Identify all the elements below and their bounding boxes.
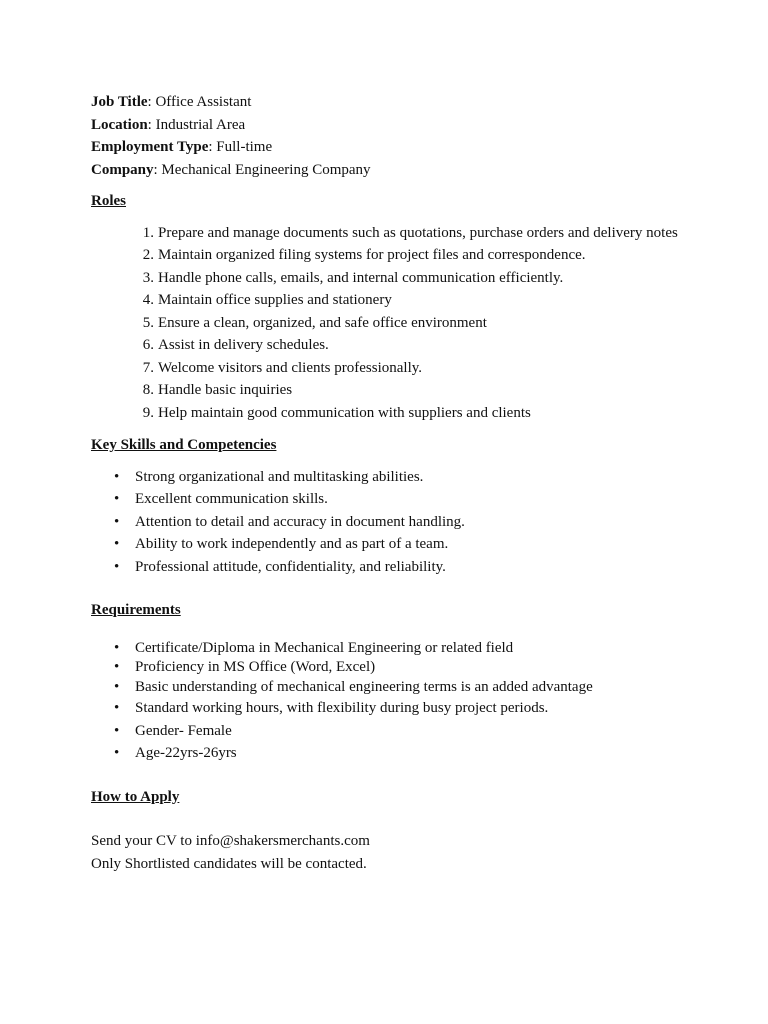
employment-type-line: [91, 136, 678, 159]
requirement-item: [114, 678, 678, 698]
role-item: [142, 312, 678, 335]
requirement-text: Proficiency in MS Office (Word, Excel): [135, 659, 376, 675]
role-number: 2.: [142, 247, 154, 263]
bullet-icon: •: [114, 639, 120, 656]
bullet-icon: •: [114, 491, 120, 507]
role-text: Assist in delivery schedules.: [158, 337, 329, 353]
apply-instructions: [91, 830, 678, 875]
requirement-text: Certificate/Diploma in Mechanical Engineering or related field: [135, 639, 514, 656]
role-number: 7.: [142, 359, 154, 376]
job-title-line: [91, 91, 678, 114]
skills-list: [91, 466, 678, 579]
requirement-item: [114, 720, 678, 743]
bullet-icon: •: [114, 722, 120, 739]
location-value: : Industrial Area: [147, 116, 246, 133]
role-text: Prepare and manage documents such as quotations, purchase orders and delivery notes: [158, 224, 678, 241]
role-number: 1.: [142, 224, 154, 241]
location-line: [91, 114, 678, 137]
skills-heading: Key Skills and Competencies: [91, 437, 277, 453]
roles-list: [91, 222, 678, 425]
role-number: 5.: [142, 314, 154, 331]
role-item: [142, 267, 678, 290]
skill-text: Excellent communication skills.: [135, 491, 328, 507]
skill-item: [114, 466, 678, 489]
role-text: Maintain organized filing systems for project files and correspondence.: [158, 247, 586, 263]
bullet-icon: •: [114, 558, 120, 575]
role-item: [142, 379, 678, 402]
skill-text: Attention to detail and accuracy in document handling.: [135, 513, 465, 530]
job-title-label: Job Title: [91, 94, 148, 110]
requirement-text: Age-22yrs-26yrs: [135, 745, 237, 761]
role-number: 6.: [142, 337, 154, 353]
role-item: [142, 334, 678, 357]
role-item: [142, 357, 678, 380]
employment-type-value: : Full-time: [208, 139, 273, 155]
requirement-text: Basic understanding of mechanical engineering terms is an added advantage: [135, 678, 593, 695]
bullet-icon: •: [114, 536, 120, 552]
requirement-item: [114, 697, 678, 720]
role-item: [142, 289, 678, 312]
bullet-icon: •: [114, 700, 120, 716]
job-title-value: : Office Assistant: [147, 94, 252, 110]
role-item: [142, 244, 678, 267]
role-text: Maintain office supplies and stationery: [158, 292, 392, 308]
role-text: Ensure a clean, organized, and safe office environment: [158, 314, 487, 331]
bullet-icon: •: [114, 468, 120, 485]
company-value: : Mechanical Engineering Company: [153, 161, 371, 178]
how-to-apply-heading: How to Apply: [91, 788, 180, 805]
apply-email-line: Send your CV to info@shakersmerchants.com: [91, 833, 370, 849]
bullet-icon: •: [114, 513, 120, 530]
skill-item: [114, 533, 678, 556]
shortlist-note: Only Shortlisted candidates will be contacted.: [91, 855, 367, 872]
requirement-item: [114, 658, 678, 678]
skill-text: Strong organizational and multitasking abilities.: [135, 468, 424, 485]
requirement-item: [114, 639, 678, 659]
role-text: Welcome visitors and clients professionally.: [158, 359, 423, 376]
job-posting-document: [91, 91, 678, 875]
company-line: [91, 159, 678, 182]
skill-text: Ability to work independently and as part of a team.: [135, 536, 449, 552]
skill-item: [114, 556, 678, 579]
requirements-heading: Requirements: [91, 602, 181, 618]
bullet-icon: •: [114, 745, 120, 761]
skill-item: [114, 488, 678, 511]
role-item: [142, 402, 678, 425]
location-label: Location: [91, 116, 148, 133]
role-number: 4.: [142, 292, 154, 308]
requirements-list: [91, 639, 678, 765]
skill-text: Professional attitude, confidentiality, and reliability.: [135, 558, 446, 575]
role-number: 8.: [142, 382, 154, 398]
skill-item: [114, 511, 678, 534]
bullet-icon: •: [114, 659, 120, 675]
role-text: Handle phone calls, emails, and internal communication efficiently.: [158, 269, 564, 286]
role-text: Help maintain good communication with suppliers and clients: [158, 404, 531, 421]
roles-heading: Roles: [91, 193, 126, 209]
requirement-item: [114, 742, 678, 765]
employment-type-label: Employment Type: [91, 139, 209, 155]
role-text: Handle basic inquiries: [158, 382, 293, 398]
company-label: Company: [91, 161, 154, 178]
role-number: 9.: [142, 404, 154, 421]
requirement-text: Gender- Female: [135, 722, 232, 739]
role-item: [142, 222, 678, 245]
role-number: 3.: [142, 269, 154, 286]
bullet-icon: •: [114, 678, 120, 695]
requirement-text: Standard working hours, with flexibility during busy project periods.: [135, 700, 549, 716]
